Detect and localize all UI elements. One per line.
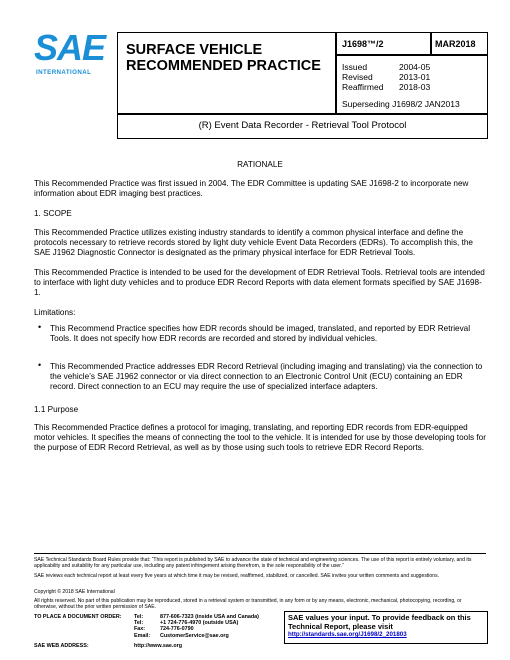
tel2-value: +1 724-776-4970 (outside USA): [160, 620, 239, 627]
fax-value: 724-776-0790: [160, 626, 194, 633]
issue-info-box: [335, 54, 488, 115]
footer-divider: [34, 553, 486, 554]
email-value[interactable]: CustomerService@sae.org: [160, 632, 229, 639]
issued-value: 2004-05: [399, 62, 431, 72]
footer-review: SAE reviews each technical report at least every five years at which time it may be revised, reaffirmed, stabilized, or cancelled. SAE invites your written comments and suggestions.: [34, 573, 440, 579]
reaffirmed-value: 2018-03: [399, 82, 431, 92]
feedback-link[interactable]: http://standards.sae.org/J1698/2_201803: [288, 631, 407, 638]
sae-logo: [34, 27, 106, 82]
revised-value: 2013-01: [399, 72, 431, 82]
bullet-marker: •: [38, 322, 42, 332]
limitations-label: Limitations:: [34, 308, 76, 317]
scope-heading: 1. SCOPE: [34, 209, 72, 218]
fax-label: Fax:: [134, 626, 146, 633]
order-label: TO PLACE A DOCUMENT ORDER:: [34, 614, 122, 620]
rationale-heading: RATIONALE: [237, 160, 283, 169]
purpose-text: This Recommended Practice defines a protocol for imaging, translating, and reporting EDR records from EDR-equipped motor vehicles. It specifies the means of connecting the tool to the vehicle. It is intended for use by those developing tools for the purpose of EDR Record Retrieval, as well as by those using such tools to retrieve EDR Record Reports.: [34, 423, 486, 453]
contact-labels: [134, 614, 150, 639]
document-subtitle: (R) Event Data Recorder - Retrieval Tool Protocol: [198, 120, 407, 131]
web-address[interactable]: http://www.sae.org: [134, 643, 183, 649]
feedback-line-1: SAE values your input. To provide feedback on this: [288, 613, 471, 622]
purpose-heading: 1.1 Purpose: [34, 405, 79, 414]
issued-label: Issued: [342, 62, 368, 72]
title-line-2: RECOMMENDED PRACTICE: [126, 58, 321, 74]
document-type-box: [117, 32, 337, 115]
document-number-box: [335, 32, 432, 56]
limitation-item-2: This Recommended Practice addresses EDR Record Retrieval (including imaging and translating) via the connection to the vehicle’s SAE J1962 connector or via direct connection to an Electronic Control Unit (ECU) containing an EDR record. Direct connection to an ECU may require the use of specialized interface adapters.: [50, 362, 483, 392]
scope-paragraph-2: This Recommended Practice is intended to be used for the development of EDR Retrieval Tools. Retrieval tools are intended to interface with light duty vehicles and to produce EDR Record Reports with data element formats specified by SAE J1698-1.: [34, 268, 485, 298]
feedback-line-2: Technical Report, please visit: [288, 621, 393, 631]
bullet-marker: •: [38, 360, 42, 370]
title-line-1: SURFACE VEHICLE: [126, 42, 263, 58]
scope-paragraph-1: This Recommended Practice utilizes existing industry standards to identify a common physical interface and define the protocols necessary to retrieve records stored by light duty vehicle Event Data Recorders (EDRs). To accomplish this, the SAE J1962 Diagnostic Connector is designated as the primary physical interface for EDR Retrieval Tools.: [34, 228, 473, 258]
footer-rights: All rights reserved. No part of this publication may be reproduced, stored in a retrieval system or transmitted, in any form or by any means, electronic, mechanical, photocopying, recording, or otherwise, without the prior written permission of SAE.: [34, 598, 462, 611]
footer-rules: SAE Technical Standards Board Rules provide that: “This report is published by SAE to advance the state of technical and engineering sciences. The use of this report is entirely voluntary, and its applicability and suitability for any particular use, including any patent infringement arising therefrom, is the sole responsibility of the user.”: [34, 557, 472, 570]
reaffirmed-label: Reaffirmed: [342, 82, 384, 92]
document-subtitle-box: [117, 113, 488, 139]
revised-label: Revised: [342, 72, 373, 82]
footer-copyright: Copyright © 2018 SAE International: [34, 589, 115, 595]
email-label: Email:: [134, 632, 151, 639]
tel1-label: Tel:: [134, 614, 144, 620]
document-date-box: [430, 32, 488, 56]
document-type-title: [126, 42, 321, 74]
contact-values: [160, 614, 259, 639]
logo-subtext: INTERNATIONAL: [36, 69, 92, 76]
web-label: SAE WEB ADDRESS:: [34, 643, 89, 649]
feedback-box: [284, 611, 488, 644]
limitation-item-1: This Recommend Practice specifies how EDR records should be imaged, translated, and reported by EDR Retrieval Tools. It does not specify how EDR records are recorded and stored by individual vehicles.: [50, 324, 471, 344]
document-number: J1698™/2: [342, 39, 384, 49]
document-date: MAR2018: [435, 39, 476, 49]
tel2-label: Tel:: [134, 620, 144, 627]
superseding-text: Superseding J1698/2 JAN2013: [342, 99, 460, 109]
rationale-text: This Recommended Practice was first issued in 2004. The EDR Committee is updating SAE J1698-2 to incorporate new information about EDR imaging best practices.: [34, 179, 469, 199]
feedback-text: [288, 614, 471, 640]
tel1-value: 877-606-7323 (inside USA and Canada): [160, 614, 259, 620]
logo-wordmark: SAE: [34, 27, 106, 68]
